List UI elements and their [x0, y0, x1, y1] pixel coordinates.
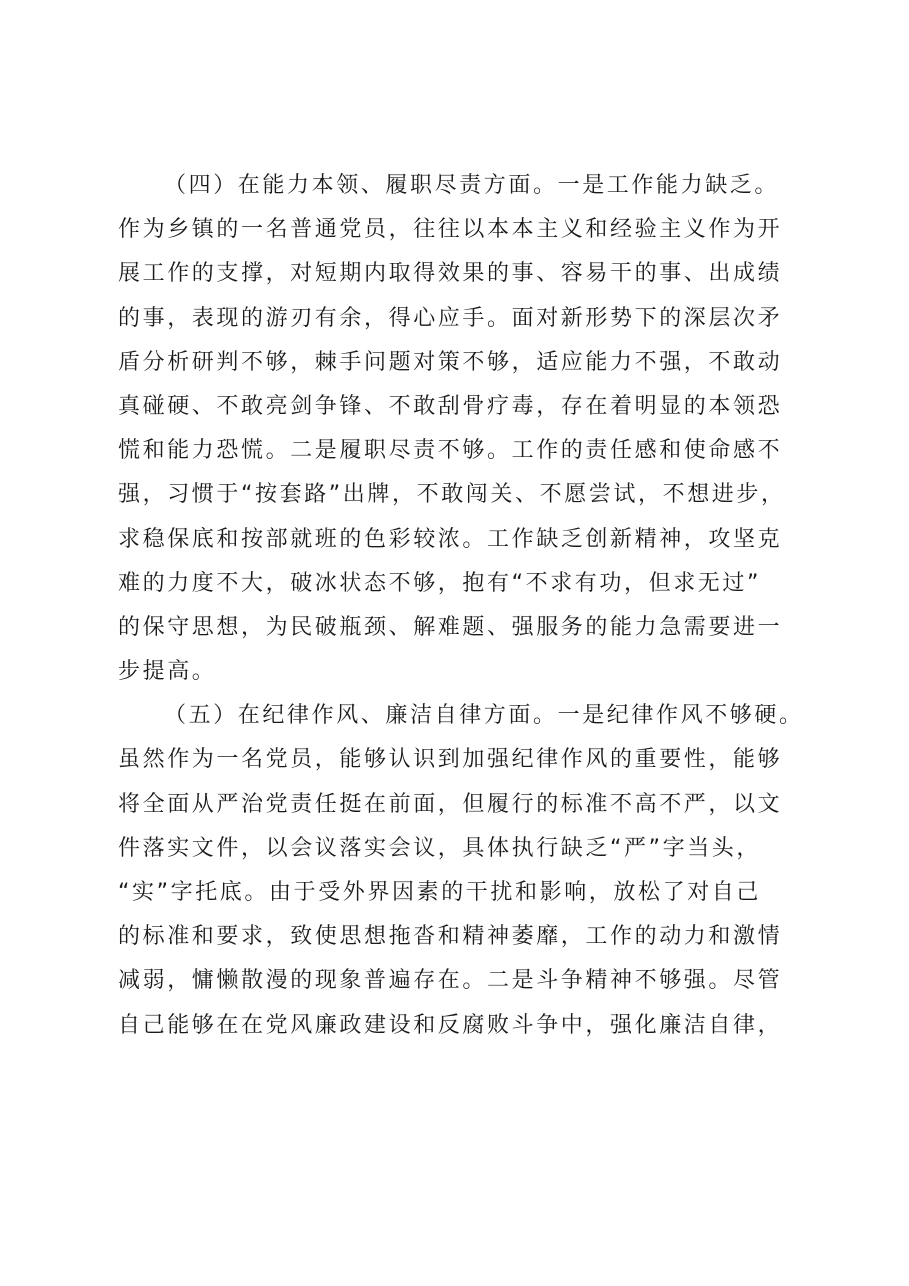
paragraph-capability — [118, 164, 818, 694]
paragraph-line: （四）在能力本领、履职尽责方面。一是工作能力缺乏。 — [164, 173, 780, 198]
paragraph-line: 步提高。 — [118, 659, 217, 685]
paragraph-line: 件落实文件，以会议落实会议，具体执行缺乏“严”字当头， — [118, 835, 761, 861]
paragraph-line: 的保守思想，为民破瓶颈、解难题、强服务的能力急需要进一 — [118, 614, 783, 640]
paragraph-line: 求稳保底和按部就班的色彩较浓。工作缺乏创新精神，攻坚克 — [118, 526, 783, 552]
paragraph-line: 虽然作为一名党员，能够认识到加强纪律作风的重要性，能够 — [118, 747, 783, 773]
paragraph-line: 展工作的支撑，对短期内取得效果的事、容易干的事、出成绩 — [118, 261, 783, 287]
paragraph-line: 慌和能力恐慌。二是履职尽责不够。工作的责任感和使命感不 — [118, 438, 783, 464]
paragraph-line: 真碰硬、不敢亮剑争锋、不敢刮骨疗毒，存在着明显的本领恐 — [118, 393, 783, 419]
paragraph-line: 作为乡镇的一名普通党员，往往以本本主义和经验主义作为开 — [118, 217, 783, 243]
paragraph-line: 将全面从严治党责任挺在前面，但履行的标准不高不严，以文 — [118, 791, 783, 817]
body-text — [118, 164, 818, 1048]
paragraph-line: 的事，表现的游刃有余，得心应手。面对新形势下的深层次矛 — [118, 305, 783, 331]
paragraph-discipline — [118, 694, 818, 1048]
paragraph-line: “实”字托底。由于受外界因素的干扰和影响，放松了对自己 — [118, 880, 761, 905]
paragraph-line: 减弱，慵懒散漫的现象普遍存在。二是斗争精神不够强。尽管 — [118, 968, 783, 994]
paragraph-line: （五）在纪律作风、廉洁自律方面。一是纪律作风不够硬。 — [164, 703, 804, 729]
paragraph-line: 难的力度不大，破冰状态不够，抱有“不求有功，但求无过” — [118, 570, 761, 596]
paragraph-line: 强，习惯于“按套路”出牌，不敢闯关、不愿尝试，不想进步， — [118, 482, 786, 508]
paragraph-line: 盾分析研判不够，棘手问题对策不够，适应能力不强，不敢动 — [118, 349, 783, 375]
paragraph-line: 的标准和要求，致使思想拖沓和精神萎靡，工作的动力和激情 — [118, 924, 783, 950]
paragraph-line: 自己能够在在党风廉政建设和反腐败斗争中，强化廉洁自律， — [118, 1012, 783, 1038]
